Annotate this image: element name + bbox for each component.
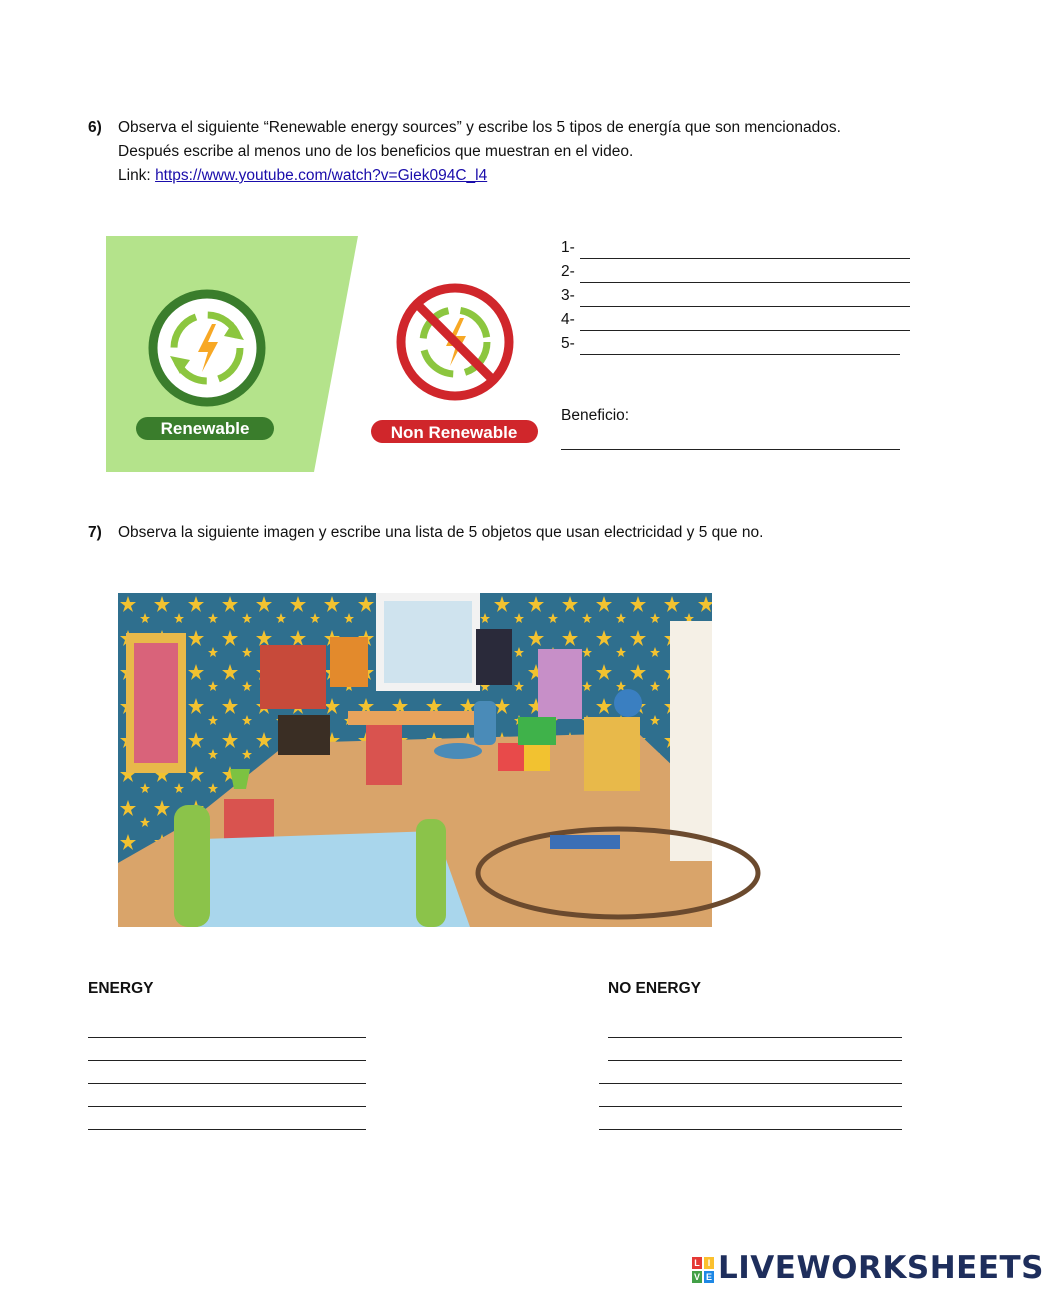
poster-orange: [330, 637, 368, 687]
answer-line-5[interactable]: [580, 333, 900, 355]
bookshelf: [584, 717, 640, 791]
benefit-line[interactable]: [561, 428, 900, 450]
answer-line-4[interactable]: [580, 309, 910, 331]
answer-number-3: 3-: [561, 287, 575, 304]
poster-dark: [476, 629, 512, 685]
question-6-text: [118, 116, 978, 188]
globe: [614, 689, 642, 717]
link-prefix: Link:: [118, 167, 156, 184]
energy-line-3[interactable]: [88, 1062, 366, 1084]
logo-letter-i: I: [704, 1257, 714, 1269]
no-energy-heading: NO ENERGY: [608, 980, 702, 997]
no-energy-line-4[interactable]: [599, 1085, 902, 1107]
renewable-vs-nonrenewable-image: [106, 236, 542, 472]
logo-letter-v: V: [693, 1272, 700, 1282]
energy-line-4[interactable]: [88, 1085, 366, 1107]
toy-box-red: [498, 743, 524, 771]
energy-line-1[interactable]: [88, 1016, 366, 1038]
toy-box-yellow: [524, 743, 550, 771]
answer-line-2[interactable]: [580, 261, 910, 283]
answer-number-2: 2-: [561, 263, 575, 280]
desk: [348, 711, 478, 725]
benefit-label: Beneficio:: [561, 407, 630, 424]
non-renewable-label: Non Renewable: [390, 423, 518, 442]
poster-castle: [538, 649, 582, 719]
poster-sunset: [260, 645, 326, 709]
bedroom-image: [118, 593, 712, 927]
desk-chair: [434, 743, 482, 759]
question-7-number: 7): [88, 524, 102, 541]
question-6-line2: Después escribe al menos uno de los beneficios que muestran en el video.: [118, 143, 634, 160]
no-energy-line-3[interactable]: [599, 1062, 902, 1084]
answer-number-5: 5-: [561, 335, 575, 352]
door: [670, 621, 712, 861]
nightstand: [224, 799, 274, 839]
logo-letter-l: L: [692, 1257, 702, 1269]
liveworksheets-logo-icon: [692, 1257, 714, 1283]
answer-line-3[interactable]: [580, 285, 910, 307]
no-energy-line-2[interactable]: [608, 1039, 902, 1061]
answer-line-1[interactable]: [580, 237, 910, 259]
question-6-line1: Observa el siguiente “Renewable energy sources” y escribe los 5 tipos de energía que son mencionados.: [118, 119, 841, 136]
tv: [278, 715, 330, 755]
question-6-number: 6): [88, 119, 102, 136]
renewable-energy-icon: [153, 294, 261, 402]
non-renewable-energy-icon: [401, 288, 509, 396]
youtube-link[interactable]: https://www.youtube.com/watch?v=Giek094C_l4: [155, 167, 488, 184]
answer-number-1: 1-: [561, 239, 575, 256]
question-6-link-line: [118, 164, 978, 188]
energy-heading: ENERGY: [88, 980, 154, 997]
answer-number-4: 4-: [561, 311, 575, 328]
no-energy-line-1[interactable]: [608, 1016, 902, 1038]
question-7-text: Observa la siguiente imagen y escribe una lista de 5 objetos que usan electricidad y 5 que no.: [118, 524, 764, 541]
energy-line-2[interactable]: [88, 1039, 366, 1061]
toy-train: [550, 835, 620, 849]
logo-letter-e: E: [705, 1272, 712, 1282]
no-energy-line-5[interactable]: [599, 1108, 902, 1130]
liveworksheets-logo-text: LIVEWORKSHEETS: [718, 1250, 1044, 1286]
toy-box-green: [518, 717, 556, 745]
energy-line-5[interactable]: [88, 1108, 366, 1130]
renewable-label: Renewable: [160, 419, 250, 438]
